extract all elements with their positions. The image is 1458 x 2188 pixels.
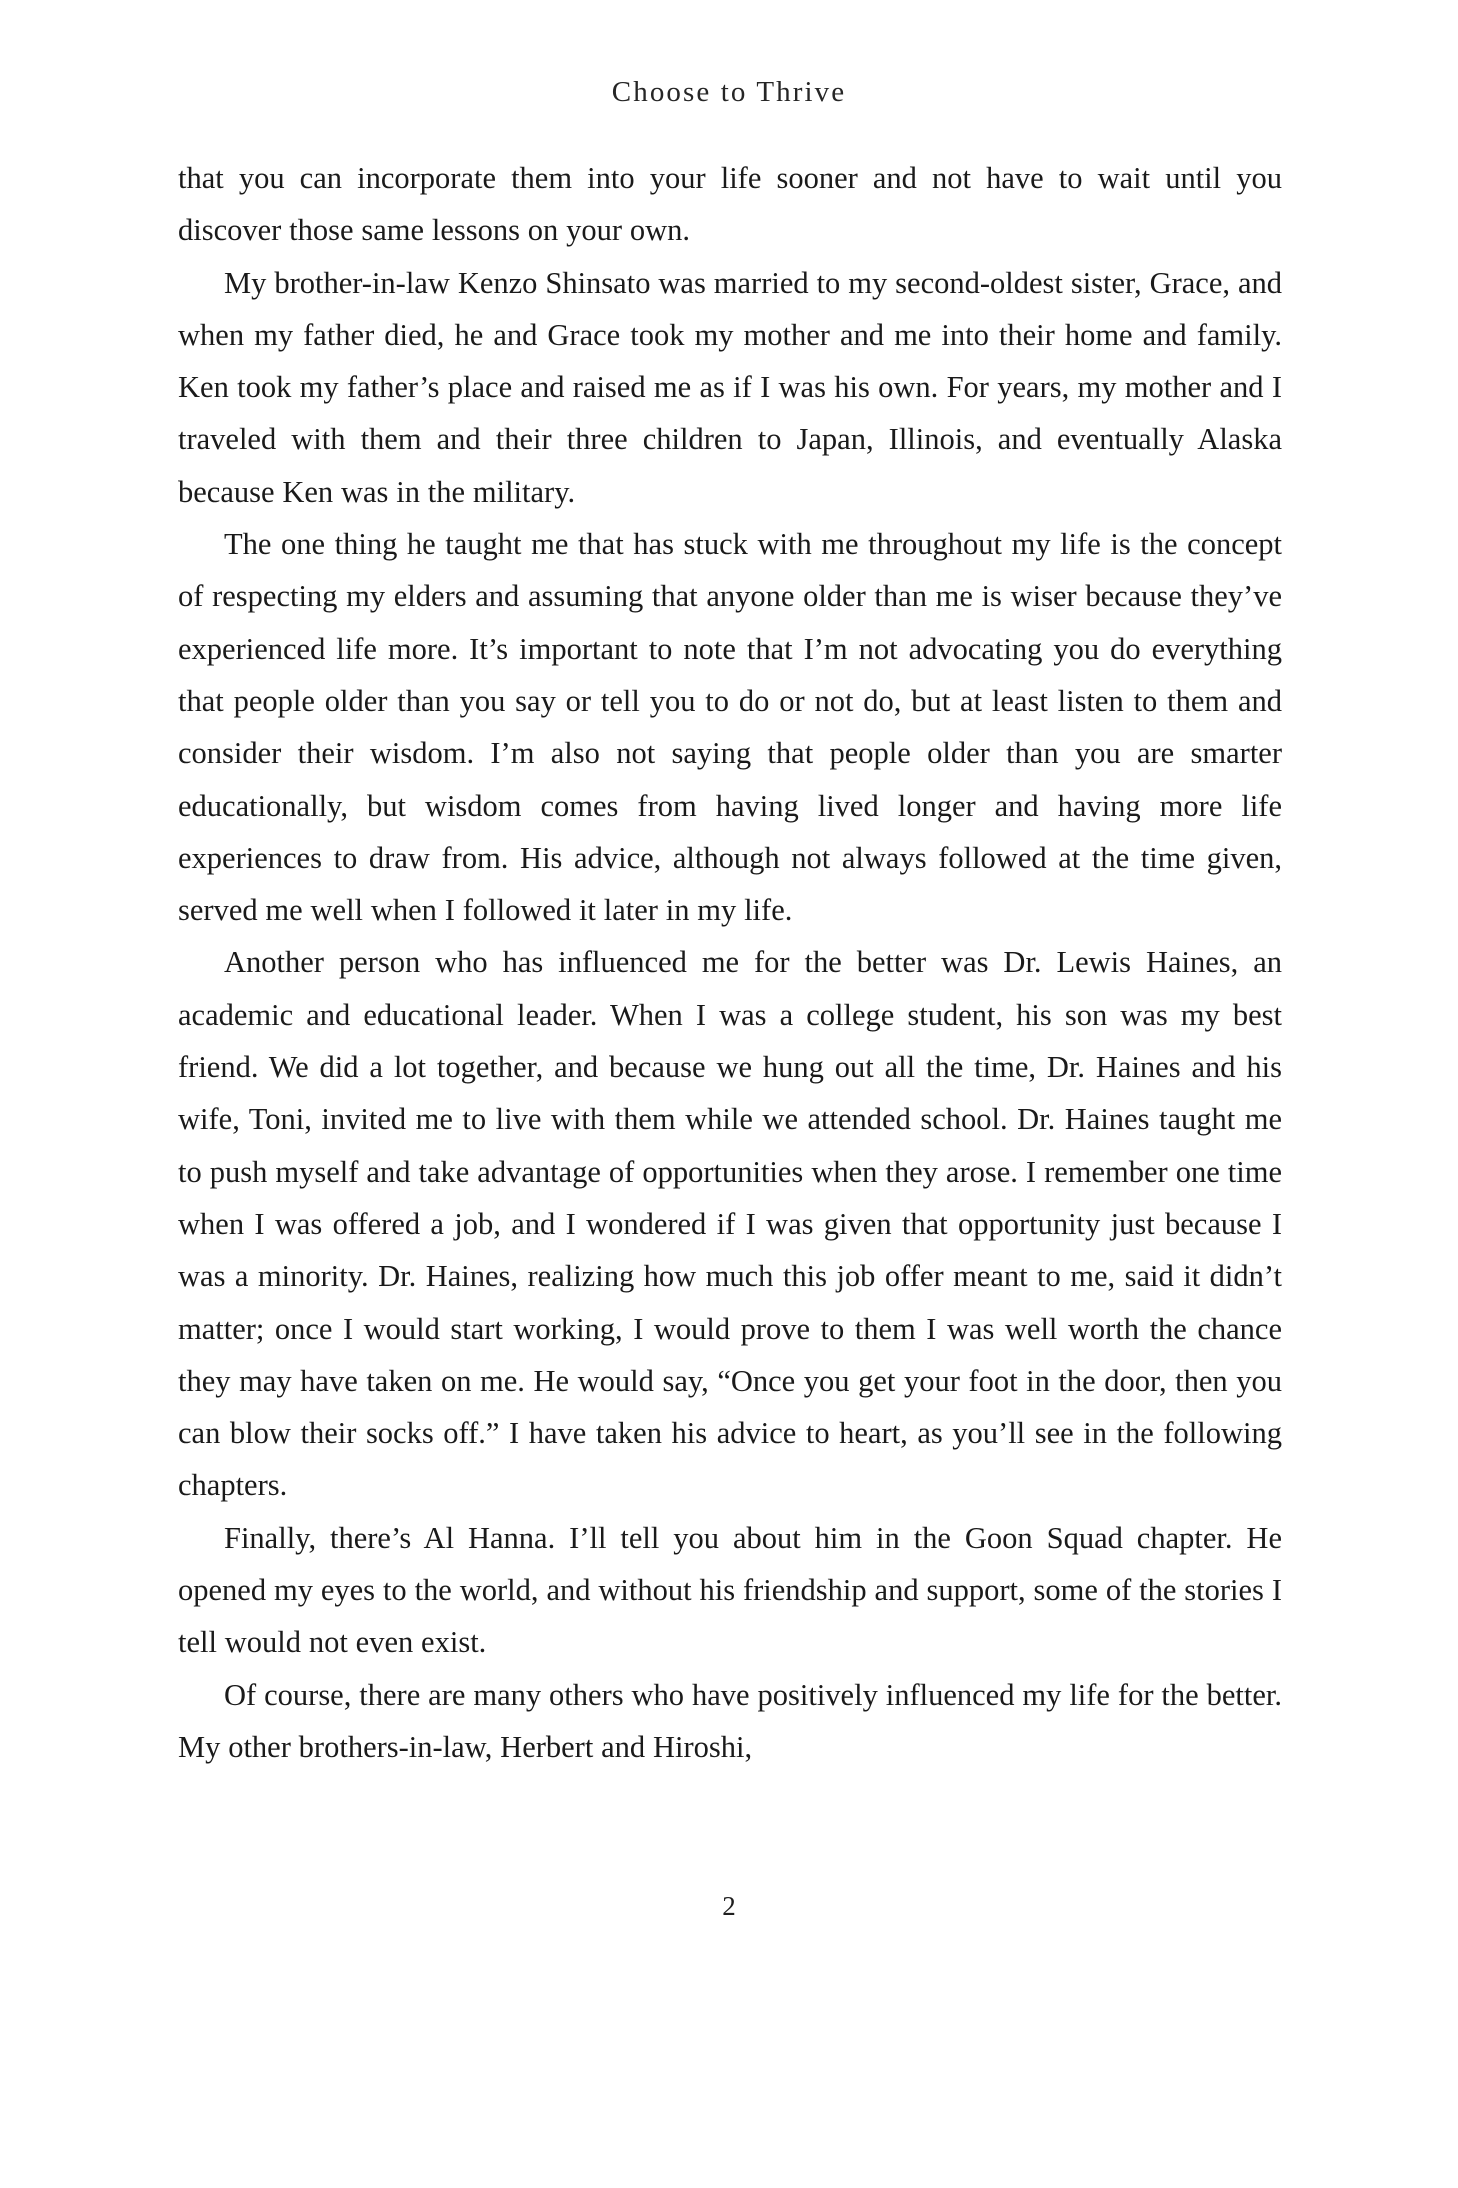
paragraph-6: Of course, there are many others who have positively influenced my life for the better. My other brothers-in-law, Herbert and Hiroshi,: [178, 1677, 1282, 1764]
paragraph-3: The one thing he taught me that has stuck with me throughout my life is the concept of respecting my elders and assuming that anyone older than me is wiser because they’ve experienced life more. It’s important to note that I’m not advocating you do everything that people older than you say or tell you to do or not do, but at least listen to them and consider their wisdom. I’m also not saying that people older than you are smarter educationally, but wisdom comes from having lived longer and having more life experiences to draw from. His advice, although not always followed at the time given, served me well when I followed it later in my life.: [178, 527, 1282, 928]
paragraph-4: Another person who has influenced me for the better was Dr. Lewis Haines, an academic and educational leader. When I was a college student, his son was my best friend. We did a lot together, and because we hung out all the time, Dr. Haines and his wife, Toni, invited me to live with them while we attended school. Dr. Haines taught me to push myself and take advantage of opportunities when they arose. I remember one time when I was offered a job, and I wondered if I was given that opportunity just because I was a minority. Dr. Haines, realizing how much this job offer meant to me, said it didn’t matter; once I would start working, I would prove to them I was well worth the chance they may have taken on me. He would say, “Once you get your foot in the door, then you can blow their socks off.” I have taken his advice to heart, as you’ll see in the following chapters.: [178, 945, 1282, 1503]
running-header-title: Choose to Thrive: [611, 76, 847, 108]
page-number-folio: 2: [722, 1891, 736, 1921]
paragraph-2: My brother-in-law Kenzo Shinsato was married to my second-oldest sister, Grace, and when my father died, he and Grace took my mother and me into their home and family. Ken took my father’s place and raised me as if I was his own. For years, my mother and I traveled with them and their three children to Japan, Illinois, and eventually Alaska because Ken was in the military.: [178, 265, 1282, 509]
paragraph-5: Finally, there’s Al Hanna. I’ll tell you about him in the Goon Squad chapter. He opened my eyes to the world, and without his friendship and support, some of the stories I tell would not even exist.: [178, 1520, 1282, 1660]
body-text-block: [178, 152, 1282, 1773]
paragraph-1: that you can incorporate them into your life sooner and not have to wait until you discover those same lessons on your own.: [178, 161, 1282, 248]
